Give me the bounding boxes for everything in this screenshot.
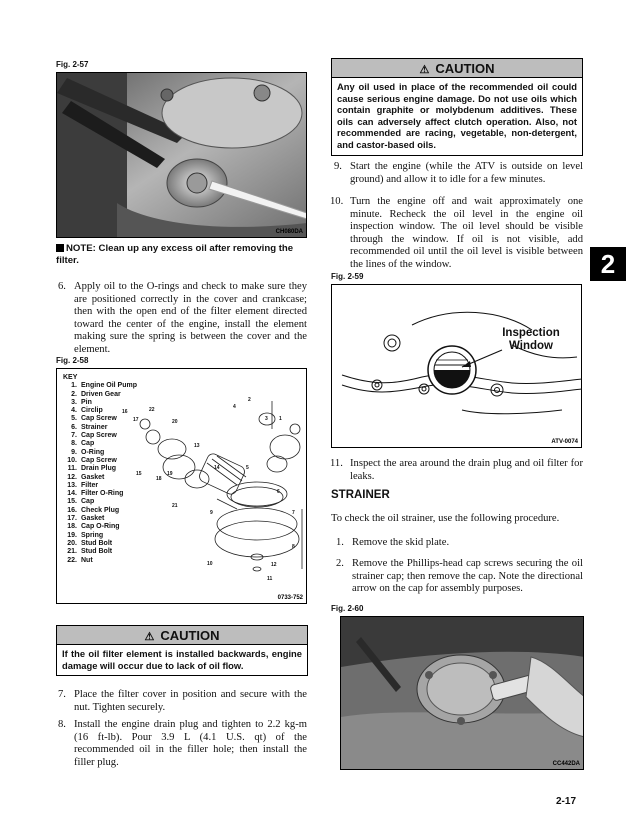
fig-2-58-label: Fig. 2-58: [56, 356, 89, 365]
inspection-window-callout: [492, 327, 570, 353]
key-item-label: Pin: [81, 398, 92, 406]
key-item-label: Filter: [81, 481, 99, 489]
note-content: NOTE: Clean up any excess oil after removing the filter.: [56, 243, 294, 266]
step-number: 9.: [334, 161, 342, 172]
key-item-number: 6.: [71, 423, 77, 431]
key-item-label: Cap Screw: [81, 415, 117, 423]
callout-number: 7: [292, 510, 295, 516]
key-item-number: 5.: [71, 415, 77, 423]
callout-number: 5: [246, 465, 249, 471]
key-title: KEY: [63, 374, 78, 381]
key-item-label: Cap Screw: [81, 456, 117, 464]
key-item-label: Gasket: [81, 473, 105, 481]
key-item-number: 17.: [67, 515, 77, 523]
callout-number: 12: [271, 562, 277, 568]
callout-number: 9: [210, 510, 213, 516]
callout-number: 11: [267, 576, 273, 582]
key-item-label: Engine Oil Pump: [81, 382, 138, 390]
key-item-number: 3.: [71, 398, 77, 406]
strainer-step-1: [336, 537, 583, 550]
key-item-label: Cap: [81, 498, 95, 506]
caution-header: [332, 59, 582, 78]
step-11: [330, 458, 583, 483]
key-item-number: 8.: [71, 440, 77, 448]
key-item-label: Check Plug: [81, 506, 120, 514]
step-7: [58, 689, 307, 714]
warning-triangle-icon: ⚠: [419, 64, 430, 76]
key-item-label: Nut: [81, 556, 93, 564]
step-number: 1.: [336, 537, 344, 548]
callout-number: 13: [194, 443, 200, 449]
key-item-label: Cap O-Ring: [81, 523, 120, 531]
callout-number: 10: [207, 561, 213, 567]
step-text: Inspect the area around the drain plug and oil filter for leaks.: [350, 458, 583, 482]
callout-number: 16: [122, 409, 128, 415]
callout-number: 15: [136, 471, 142, 477]
key-item-label: Circlip: [81, 407, 103, 415]
callout-line-2: Window: [509, 340, 553, 352]
callout-number: 3: [265, 416, 268, 422]
strainer-step-2: [336, 558, 583, 596]
callout-number: 8: [292, 544, 295, 550]
fig-2-60-label: Fig. 2-60: [331, 604, 364, 613]
caution-text: Any oil used in place of the recommended oil could cause serious engine damage. Do not use oils which contain graphite or molybdenum additives. These oils can adversely affect clutch operation. Also, not recommended are racing, vegetable, non-detergent, and castor-based oils.: [337, 81, 577, 150]
inspection-window-drawing: [332, 285, 583, 449]
key-item-number: 21.: [67, 548, 77, 556]
key-item-label: Gasket: [81, 515, 105, 523]
callout-number: 14: [214, 465, 220, 471]
key-item-number: 11.: [67, 465, 77, 473]
key-item-label: Stud Bolt: [81, 539, 113, 547]
caution-header: [57, 626, 307, 645]
step-6: [58, 281, 307, 357]
callout-number: 2: [248, 397, 251, 403]
step-10: [330, 196, 583, 272]
warning-triangle-icon: ⚠: [144, 631, 155, 643]
inspection-window-diagram: [331, 284, 582, 448]
step-number: 11.: [330, 458, 343, 469]
key-item-number: 20.: [67, 539, 77, 547]
callout-number: 22: [149, 407, 155, 413]
strainer-heading: STRAINER: [331, 489, 390, 501]
key-item-label: Filter O-Ring: [81, 490, 124, 498]
page-number: 2-17: [556, 796, 577, 807]
fig-2-60-code: CC442DA: [552, 761, 580, 767]
key-item-label: Cap: [81, 440, 95, 448]
key-item-label: Driven Gear: [81, 390, 121, 398]
callout-number: 6: [277, 489, 280, 495]
step-number: 7.: [58, 689, 66, 700]
key-item-number: 22.: [67, 556, 77, 564]
key-item-number: 16.: [67, 506, 77, 514]
step-number: 2.: [336, 558, 344, 569]
caution-title: CAUTION: [160, 628, 220, 643]
step-text: Remove the Phillips-head cap screws securing the oil strainer cap; then remove the cap. Note the directional arrow on the cap for assembly purposes.: [352, 558, 583, 595]
fig-2-59-code: ATV-0074: [551, 439, 578, 445]
key-item-number: 15.: [67, 498, 77, 506]
step-text: Install the engine drain plug and tighten to 2.2 kg-m (16 ft-lb). Pour 3.9 L (4.1 U.S. qt) of the recommended oil in the filler hole; then install the filler plug.: [74, 719, 307, 768]
callout-line-1: Inspection: [502, 327, 560, 339]
callout-number: 4: [233, 404, 236, 410]
step-number: 8.: [58, 719, 66, 730]
caution-box-left: [56, 625, 308, 676]
step-text: Start the engine (while the ATV is outside on level ground) and allow it to idle for a few minutes.: [350, 161, 583, 185]
fig-2-58-code: 0733-752: [277, 595, 303, 601]
fig-2-57-code: CH080DA: [275, 229, 303, 235]
caution-text: If the oil filter element is installed backwards, engine damage will occur due to lack of oil flow.: [62, 648, 302, 671]
note-bullet-icon: [56, 244, 64, 252]
key-item-label: O-Ring: [81, 448, 105, 456]
key-item-number: 13.: [67, 481, 77, 489]
key-item-number: 14.: [67, 490, 77, 498]
callout-number: 21: [172, 503, 178, 509]
strainer-photo-graphic: [341, 617, 584, 770]
key-item-number: 12.: [67, 473, 77, 481]
key-item-number: 7.: [71, 432, 77, 440]
key-item-number: 2.: [71, 390, 77, 398]
note-text: [56, 243, 308, 266]
callout-number: 19: [167, 471, 173, 477]
callout-number: 18: [156, 476, 162, 482]
step-text: Remove the skid plate.: [352, 537, 450, 548]
step-8: [58, 719, 307, 769]
step-text: Turn the engine off and wait approximately one minute. Recheck the oil level in the engine oil inspection window. The oil level should be visible through the window. If oil is not visible, add recommended oil until the oil level is visible between the lines of the window.: [350, 196, 583, 270]
key-item-label: Spring: [81, 531, 104, 539]
exploded-diagram: [56, 368, 307, 604]
strainer-intro: To check the oil strainer, use the following procedure.: [331, 513, 560, 524]
key-item-number: 10.: [67, 456, 77, 464]
callout-number: 20: [172, 419, 178, 425]
callout-number: 17: [133, 417, 139, 423]
key-item-number: 18.: [67, 523, 77, 531]
step-9: [334, 161, 583, 186]
key-item-number: 9.: [71, 448, 77, 456]
engine-photo-graphic: [57, 73, 307, 238]
fig-2-59-label: Fig. 2-59: [331, 272, 364, 281]
key-item-label: Cap Screw: [81, 432, 117, 440]
key-item-label: Strainer: [81, 423, 108, 431]
key-item-number: 19.: [67, 531, 77, 539]
key-item-number: 4.: [71, 407, 77, 415]
engine-photo-oil-filter: [56, 72, 307, 238]
step-text: Place the filter cover in position and secure with the nut. Tighten securely.: [74, 689, 307, 713]
key-item-label: Drain Plug: [81, 465, 117, 473]
caution-title: CAUTION: [435, 61, 495, 76]
strainer-cap-photo: [340, 616, 584, 770]
step-number: 10.: [330, 196, 344, 207]
key-item-number: 1.: [71, 382, 77, 390]
chapter-tab: 2: [590, 247, 626, 281]
key-item-label: Stud Bolt: [81, 548, 113, 556]
step-text: Apply oil to the O-rings and check to make sure they are positioned correctly in the cover and crankcase; then with the open end of the filter element directed toward the center of the engine, install the element making sure the spring is between the cover and the element.: [74, 281, 307, 355]
callout-number: 1: [279, 416, 282, 422]
fig-2-57-label: Fig. 2-57: [56, 60, 89, 69]
step-number: 6.: [58, 281, 66, 292]
caution-box-right: [331, 58, 583, 156]
